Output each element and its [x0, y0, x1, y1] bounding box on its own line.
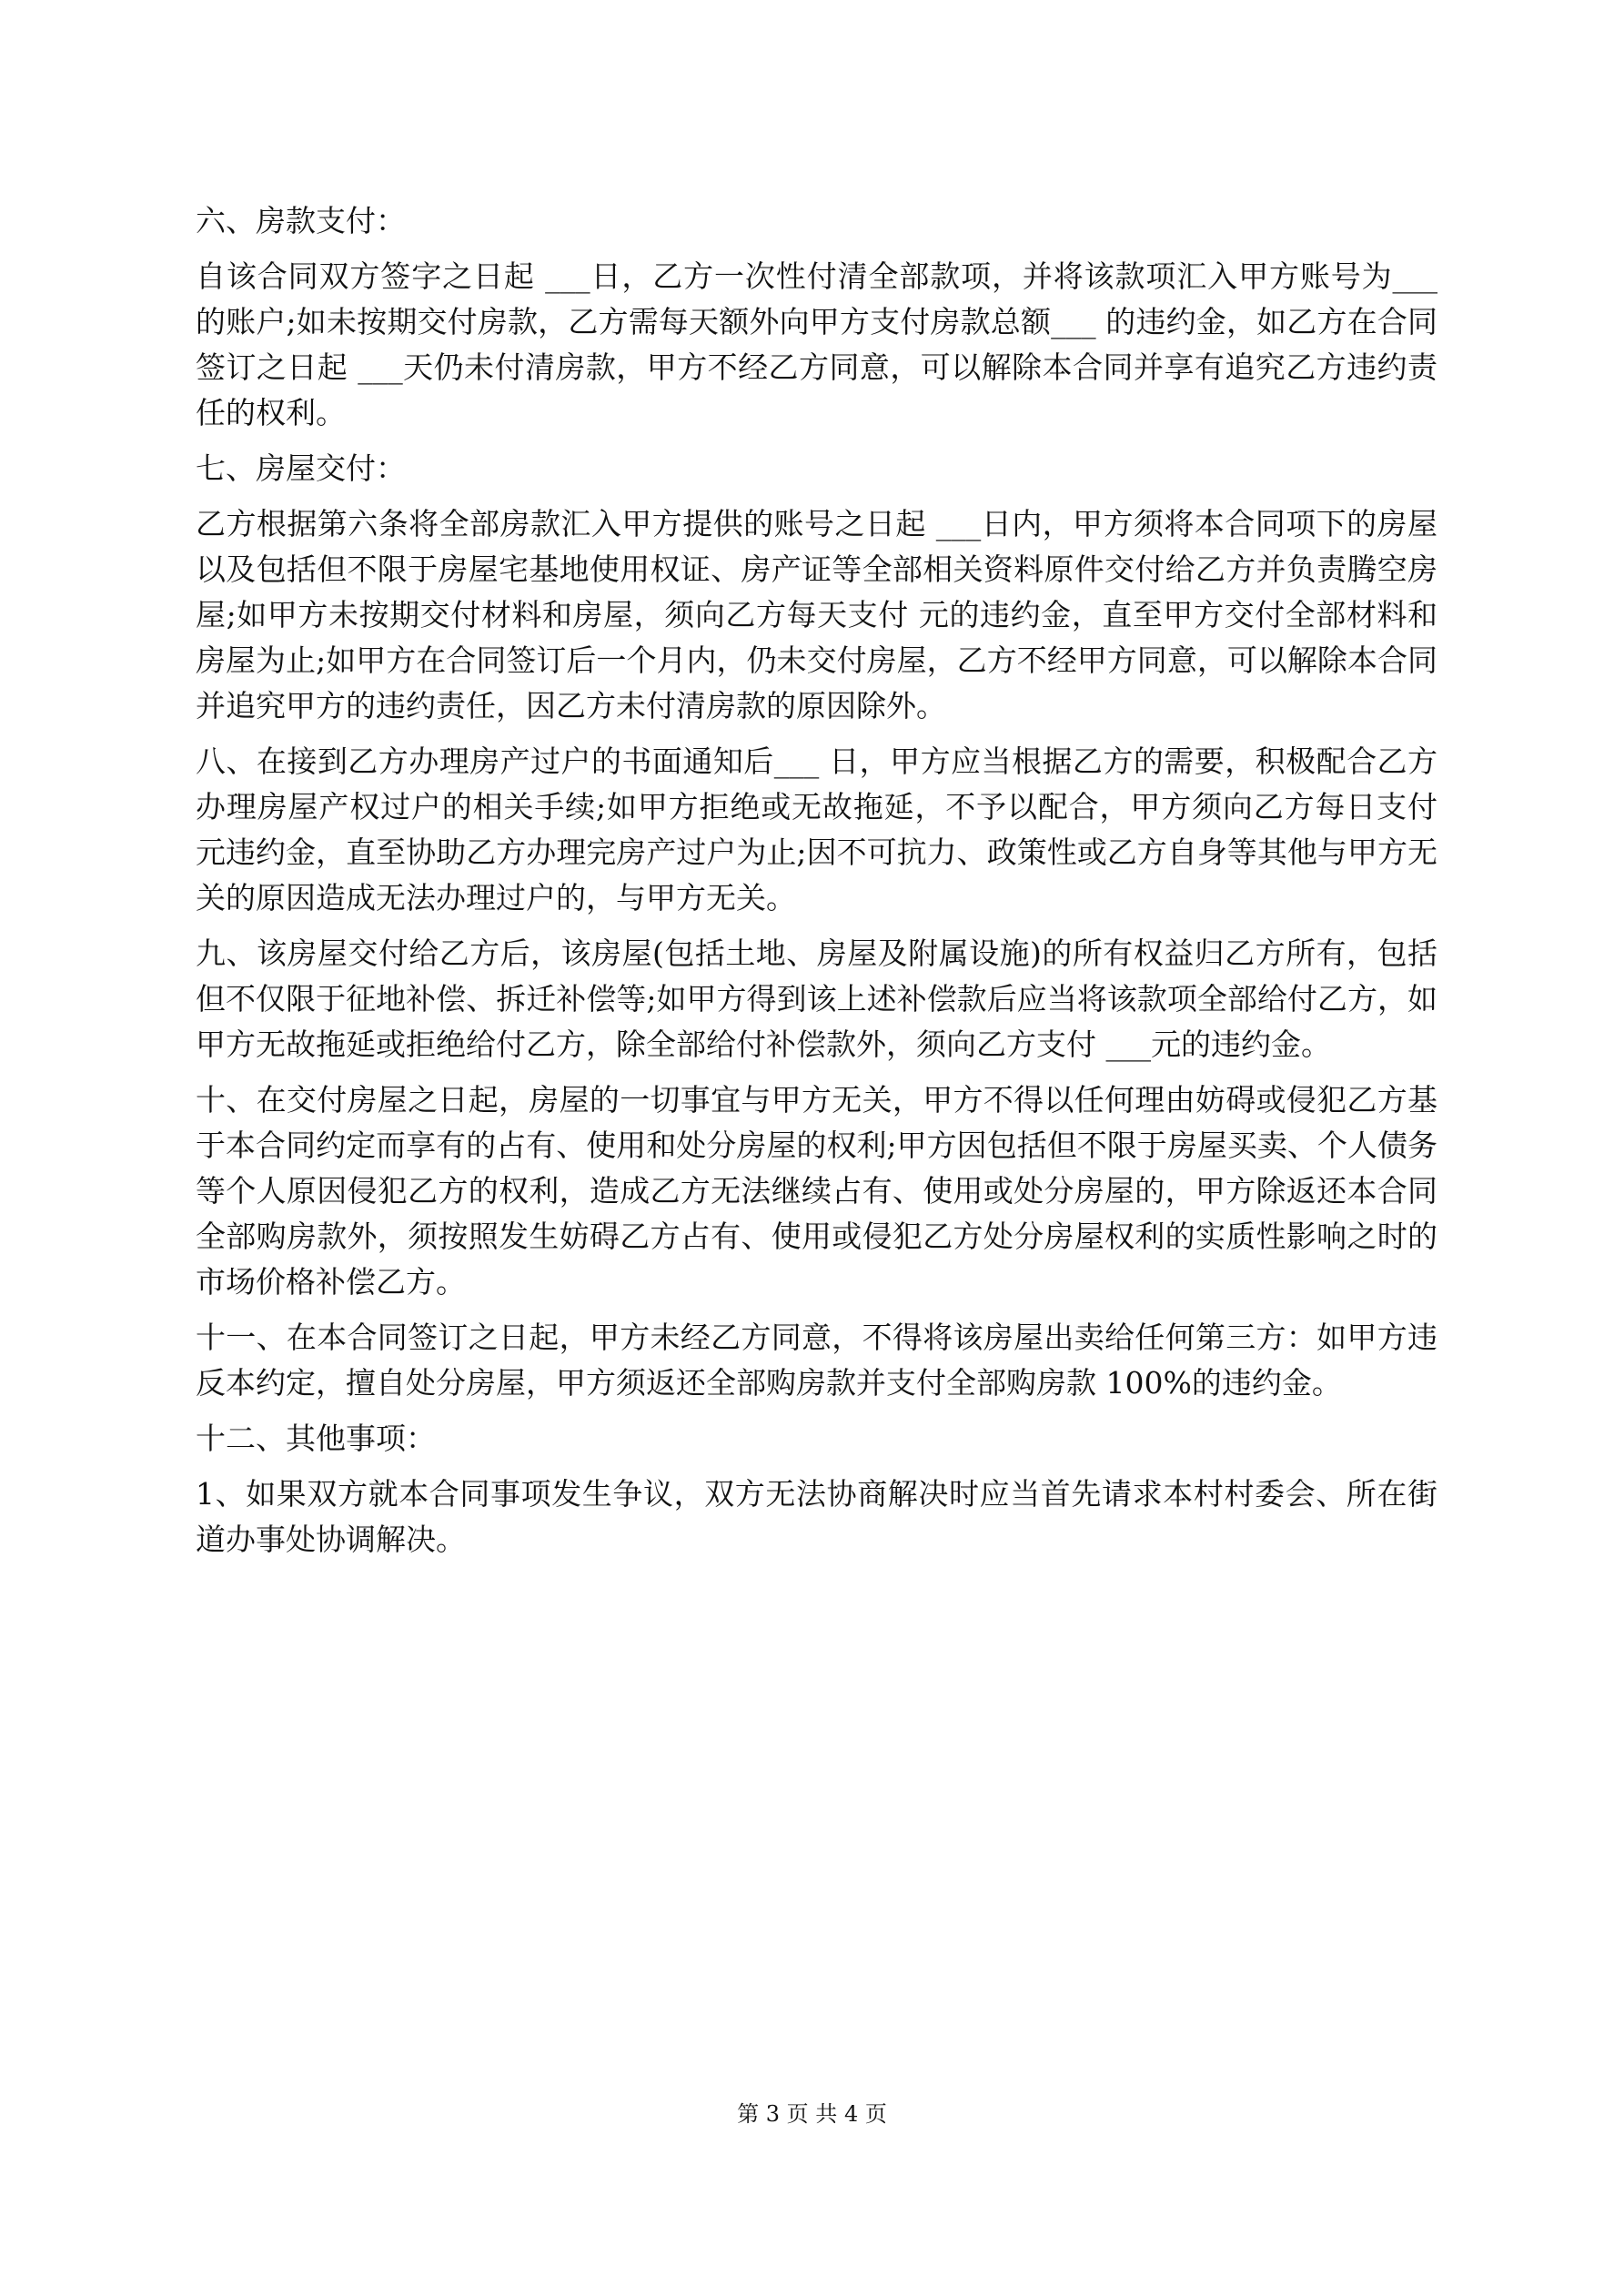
paragraph-payment-terms: 自该合同双方签字之日起 ___日，乙方一次性付清全部款项，并将该款项汇入甲方账号为___ 的账户;如未按期交付房款，乙方需每天额外向甲方支付房款总额___ 的违约金，如乙方在合同签订之日起 ___天仍未付清房款，甲方不经乙方同意，可以解除本合同并享有追究乙方违约责任的权利。	[196, 258, 1437, 430]
paragraph-dispute-resolution: 1、如果双方就本合同事项发生争议，双方无法协商解决时应当首先请求本村村委会、所在街道办事处协调解决。	[196, 1476, 1437, 1557]
heading-payment: 六、房款支付：	[196, 203, 406, 238]
paragraph-clause-8: 八、在接到乙方办理房产过户的书面通知后___ 日，甲方应当根据乙方的需要，积极配合乙方办理房屋产权过户的相关手续;如甲方拒绝或无故拖延，不予以配合，甲方须向乙方每日支付 元违约金，直至协助乙方办理完房产过户为止;因不可抗力、政策性或乙方自身等其他与甲方无关的原因造成无法办理过户的，与甲方无关。	[196, 743, 1437, 915]
heading-delivery: 七、房屋交付：	[196, 450, 406, 486]
paragraph-delivery-terms: 乙方根据第六条将全部房款汇入甲方提供的账号之日起 ___日内，甲方须将本合同项下的房屋以及包括但不限于房屋宅基地使用权证、房产证等全部相关资料原件交付给乙方并负责腾空房屋;如甲方未按期交付材料和房屋，须向乙方每天支付 元的违约金，直至甲方交付全部材料和房屋为止;如甲方在合同签订后一个月内，仍未交付房屋，乙方不经甲方同意，可以解除本合同并追究甲方的违约责任，因乙方未付清房款的原因除外。	[196, 506, 1437, 723]
paragraph-clause-10: 十、在交付房屋之日起，房屋的一切事宜与甲方无关，甲方不得以任何理由妨碍或侵犯乙方基于本合同约定而享有的占有、使用和处分房屋的权利;甲方因包括但不限于房屋买卖、个人债务等个人原因侵犯乙方的权利，造成乙方无法继续占有、使用或处分房屋的，甲方除返还本合同全部购房款外，须按照发生妨碍乙方占有、使用或侵犯乙方处分房屋权利的实质性影响之时的市场价格补偿乙方。	[196, 1082, 1437, 1300]
heading-other-matters: 十二、其他事项：	[196, 1421, 436, 1456]
page-footer: 第 3 页 共 4 页	[737, 2101, 887, 2127]
document-body	[196, 198, 1437, 1573]
paragraph-clause-11: 十一、在本合同签订之日起，甲方未经乙方同意，不得将该房屋出卖给任何第三方：如甲方违反本约定，擅自处分房屋，甲方须返还全部购房款并支付全部购房款 100%的违约金。	[196, 1320, 1437, 1401]
paragraph-clause-9: 九、该房屋交付给乙方后，该房屋(包括土地、房屋及附属设施)的所有权益归乙方所有，包括但不仅限于征地补偿、拆迁补偿等;如甲方得到该上述补偿款后应当将该款项全部给付乙方，如甲方无故拖延或拒绝给付乙方，除全部给付补偿款外，须向乙方支付 ___元的违约金。	[196, 936, 1437, 1062]
